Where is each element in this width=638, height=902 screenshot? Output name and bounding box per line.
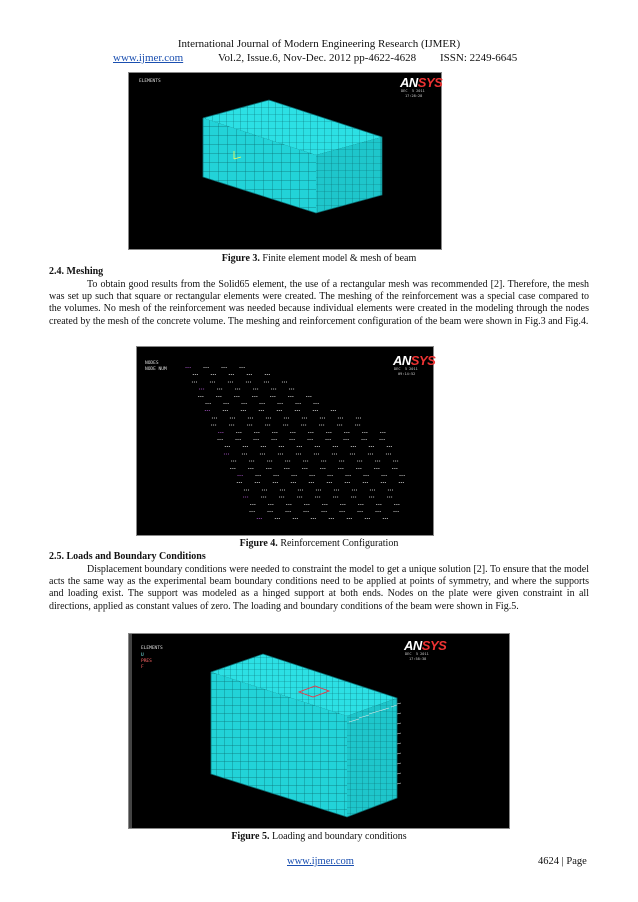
node-dot: ••• [197,394,204,399]
node-dot: ••• [229,466,236,471]
node-dot: ••• [271,430,278,435]
node-dot: ••• [337,416,344,421]
reinforcement-node-cloud [137,347,436,535]
ansys-logo: ANSYS [393,353,436,368]
node-dot: ••• [321,510,328,514]
node-dot: ••• [210,373,217,378]
node-dot: ••• [224,445,231,450]
node-dot: ••• [227,380,234,385]
node-dot: ••• [245,380,252,385]
node-dot: ••• [325,430,332,435]
node-dot: ••• [332,495,339,500]
figure-4-mode-label: NODES NODE NUM [145,361,167,372]
node-dot: ••• [254,481,261,486]
node-dot: ••• [217,438,224,442]
node-dot: ••• [292,517,299,522]
figure-5-time: 17:58:38 [409,657,427,661]
node-dot: ••• [296,495,303,500]
node-dot: ••• [265,416,272,421]
node-dot: ••• [315,488,322,493]
node-dot: ••• [210,423,217,428]
node-dot: ••• [309,474,316,478]
node-dot: ••• [320,459,327,464]
node-dot: ••• [382,517,389,522]
node-dot: ••• [393,502,400,507]
node-dot: ••• [247,466,254,471]
node-dot: ••• [258,409,265,414]
node-dot: ••• [198,387,205,392]
node-dot: ••• [303,510,310,514]
footer-page-number: 4624 | Page [538,856,587,867]
node-dot: ••• [318,423,325,428]
node-dot: ••• [267,502,274,507]
node-dot: ••• [236,481,243,486]
node-dot: ••• [287,394,294,399]
node-dot: ••• [241,402,248,406]
node-dot: ••• [205,402,212,406]
figure-3-date: DEC 5 2011 [401,89,425,93]
node-dot: ••• [228,373,235,378]
node-dot: ••• [243,488,250,493]
node-dot: ••• [375,510,382,514]
node-dot: ••• [192,373,199,378]
node-dot: ••• [265,466,272,471]
node-dot: ••• [235,430,242,435]
node-dot: ••• [246,373,253,378]
node-dot: ••• [373,466,380,471]
node-dot: ••• [319,416,326,421]
node-dot: ••• [328,517,335,522]
node-dot: ••• [235,438,242,442]
section-2-5-body: Displacement boundary conditions were needed to constraint the model to get a unique solution [2]. To ensure that the model acts the same way as the experimental beam boundary conditions need to be applied at points of symmetry, and where the supports and loading exist. The support was modeled as a hinged support at both ends. Nodes on the plate were given constraint in all directions, applied as constant values of zero. The loading and boundary conditions of the beam were shown in Fig.5. [49,564,589,612]
node-dot: ••• [263,380,270,385]
journal-website-link[interactable]: www.ijmer.com [113,52,184,64]
node-dot: ••• [367,452,374,457]
node-dot: ••• [338,459,345,464]
node-dot: ••• [333,488,340,493]
node-dot: ••• [228,423,235,428]
node-dot: ••• [312,409,319,414]
node-dot: ••• [339,502,346,507]
journal-title: International Journal of Modern Engineering Research (IJMER) [177,38,461,50]
node-dot: ••• [350,495,357,500]
figure-4-image [136,346,434,536]
node-dot: ••• [249,510,256,514]
node-dot: ••• [305,394,312,399]
node-dot: ••• [343,430,350,435]
node-dot: ••• [260,495,267,500]
node-dot: ••• [308,481,315,486]
node-dot: ••• [295,402,302,406]
node-dot: ••• [289,438,296,442]
node-dot: ••• [251,394,258,399]
node-dot: ••• [387,488,394,493]
node-dot: ••• [368,445,375,450]
node-dot: ••• [346,517,353,522]
figure-3-image [128,72,442,250]
node-dot: ••• [274,517,281,522]
node-dot: ••• [302,459,309,464]
node-dot: ••• [279,488,286,493]
node-dot: ••• [237,474,244,478]
node-dot: ••• [321,502,328,507]
node-dot: ••• [264,423,271,428]
figure-3-time: 17:28:28 [405,94,423,98]
node-dot: ••• [255,474,262,478]
node-dot: ••• [386,445,393,450]
node-dot: ••• [253,430,260,435]
node-dot: ••• [319,466,326,471]
node-dot: ••• [216,387,223,392]
node-dot: ••• [283,416,290,421]
node-dot: ••• [291,474,298,478]
node-dot: ••• [285,510,292,514]
node-dot: ••• [259,452,266,457]
node-dot: ••• [283,466,290,471]
node-dot: ••• [386,495,393,500]
node-dot: ••• [267,510,274,514]
node-dot: ••• [261,488,268,493]
node-dot: ••• [204,409,211,414]
node-dot: ••• [364,517,371,522]
node-dot: ••• [356,459,363,464]
node-dot: ••• [355,466,362,471]
node-dot: ••• [241,452,248,457]
node-dot: ••• [242,495,249,500]
node-dot: ••• [361,438,368,442]
section-2-4-heading: 2.4. Meshing [49,266,104,277]
figure-3-caption: Figure 3. Finite element model & mesh of beam [221,253,417,264]
node-dot: ••• [375,502,382,507]
node-dot: ••• [229,416,236,421]
figure-5-mode-label: ELEMENTS [141,646,163,651]
node-dot: ••• [380,481,387,486]
node-dot: ••• [300,423,307,428]
node-dot: ••• [269,394,276,399]
node-dot: ••• [256,517,263,522]
node-dot: ••• [264,373,271,378]
beam-mesh-drawing [129,73,441,249]
node-dot: ••• [211,416,218,421]
node-dot: ••• [233,394,240,399]
node-dot: ••• [379,430,386,435]
node-dot: ••• [290,481,297,486]
figure-4-date: DEC 5 2011 [394,367,418,371]
node-dot: ••• [278,495,285,500]
node-dot: ••• [354,423,361,428]
node-dot: ••• [222,409,229,414]
node-dot: ••• [223,402,230,406]
node-dot: ••• [325,438,332,442]
node-dot: ••• [385,452,392,457]
figure-5-constraint-label: U [141,653,144,658]
node-dot: ••• [345,474,352,478]
node-dot: ••• [294,409,301,414]
journal-volume: Vol.2, Issue.6, Nov-Dec. 2012 pp-4622-4628 [218,52,417,64]
node-dot: ••• [285,502,292,507]
node-dot: ••• [313,402,320,406]
node-dot: ••• [379,438,386,442]
node-dot: ••• [314,495,321,500]
node-dot: ••• [259,402,266,406]
node-dot: ••• [217,430,224,435]
node-dot: ••• [343,438,350,442]
node-dot: ••• [223,452,230,457]
node-dot: ••• [221,366,228,370]
node-dot: ••• [272,481,279,486]
node-dot: ••• [277,402,284,406]
node-dot: ••• [351,488,358,493]
node-dot: ••• [295,452,302,457]
node-dot: ••• [349,452,356,457]
node-dot: ••• [374,459,381,464]
node-dot: ••• [249,502,256,507]
node-dot: ••• [288,387,295,392]
node-dot: ••• [284,459,291,464]
node-dot: ••• [297,488,304,493]
node-dot: ••• [247,416,254,421]
node-dot: ••• [281,380,288,385]
node-dot: ••• [239,366,246,370]
node-dot: ••• [234,387,241,392]
node-dot: ••• [361,430,368,435]
journal-issn: ISSN: 2249-6645 [440,52,518,64]
node-dot: ••• [368,495,375,500]
node-dot: ••• [253,438,260,442]
node-dot: ••• [278,445,285,450]
node-dot: ••• [391,466,398,471]
node-dot: ••• [313,452,320,457]
node-dot: ••• [271,438,278,442]
node-dot: ••• [296,445,303,450]
node-dot: ••• [310,517,317,522]
node-dot: ••• [344,481,351,486]
node-dot: ••• [266,459,273,464]
node-dot: ••• [282,423,289,428]
node-dot: ••• [289,430,296,435]
node-dot: ••• [240,409,247,414]
node-dot: ••• [330,409,337,414]
figure-5-date: DEC 5 2011 [405,652,429,656]
node-dot: ••• [230,459,237,464]
figure-3-mode-label: ELEMENTS [139,79,161,84]
figure-5-pressure-label: PRES F [141,659,152,670]
node-dot: ••• [301,466,308,471]
node-dot: ••• [392,459,399,464]
figure-5-caption: Figure 5. Loading and boundary conditions [231,831,407,842]
node-dot: ••• [307,430,314,435]
node-dot: ••• [369,488,376,493]
node-dot: ••• [314,445,321,450]
loaded-beam-drawing [129,634,509,828]
figure-4-time: 09:14:52 [398,372,416,376]
footer-website-link[interactable]: www.ijmer.com [287,856,354,867]
node-dot: ••• [336,423,343,428]
node-dot: ••• [355,416,362,421]
figure-4-caption: Figure 4. Reinforcement Configuration [239,538,399,549]
node-dot: ••• [191,380,198,385]
figure-5-image [128,633,510,829]
node-dot: ••• [215,394,222,399]
node-dot: ••• [242,445,249,450]
node-dot: ••• [350,445,357,450]
node-dot: ••• [399,474,406,478]
node-dot: ••• [270,387,277,392]
node-dot: ••• [273,474,280,478]
node-dot: ••• [301,416,308,421]
node-dot: ••• [362,481,369,486]
node-dot: ••• [357,510,364,514]
node-dot: ••• [393,510,400,514]
node-dot: ••• [260,445,267,450]
section-2-5-heading: 2.5. Loads and Boundary Conditions [49,551,206,562]
node-dot: ••• [185,366,192,370]
node-dot: ••• [357,502,364,507]
node-dot: ••• [381,474,388,478]
node-dot: ••• [332,445,339,450]
ansys-logo: ANSYS [400,75,443,90]
node-dot: ••• [276,409,283,414]
node-dot: ••• [252,387,259,392]
node-dot: ••• [331,452,338,457]
node-dot: ••• [327,474,334,478]
node-dot: ••• [203,366,210,370]
node-dot: ••• [398,481,405,486]
node-dot: ••• [337,466,344,471]
node-dot: ••• [326,481,333,486]
section-2-4-body: To obtain good results from the Solid65 element, the use of a rectangular mesh was recommended [2]. Therefore, the mesh was set up such that square or rectangular elements were created. The meshing of the reinforcement was a special case compared to the volumes. No mesh of the reinforcement was needed because individual elements were created in the modeling through the nodes created by the mesh of the concrete volume. The meshing and reinforcement configuration of the beam were shown in Fig.3 and Fig.4. [49,279,589,327]
node-dot: ••• [248,459,255,464]
node-dot: ••• [363,474,370,478]
node-dot: ••• [277,452,284,457]
node-dot: ••• [307,438,314,442]
node-dot: ••• [339,510,346,514]
node-dot: ••• [303,502,310,507]
node-dot: ••• [246,423,253,428]
ansys-logo: ANSYS [404,638,447,653]
node-dot: ••• [209,380,216,385]
